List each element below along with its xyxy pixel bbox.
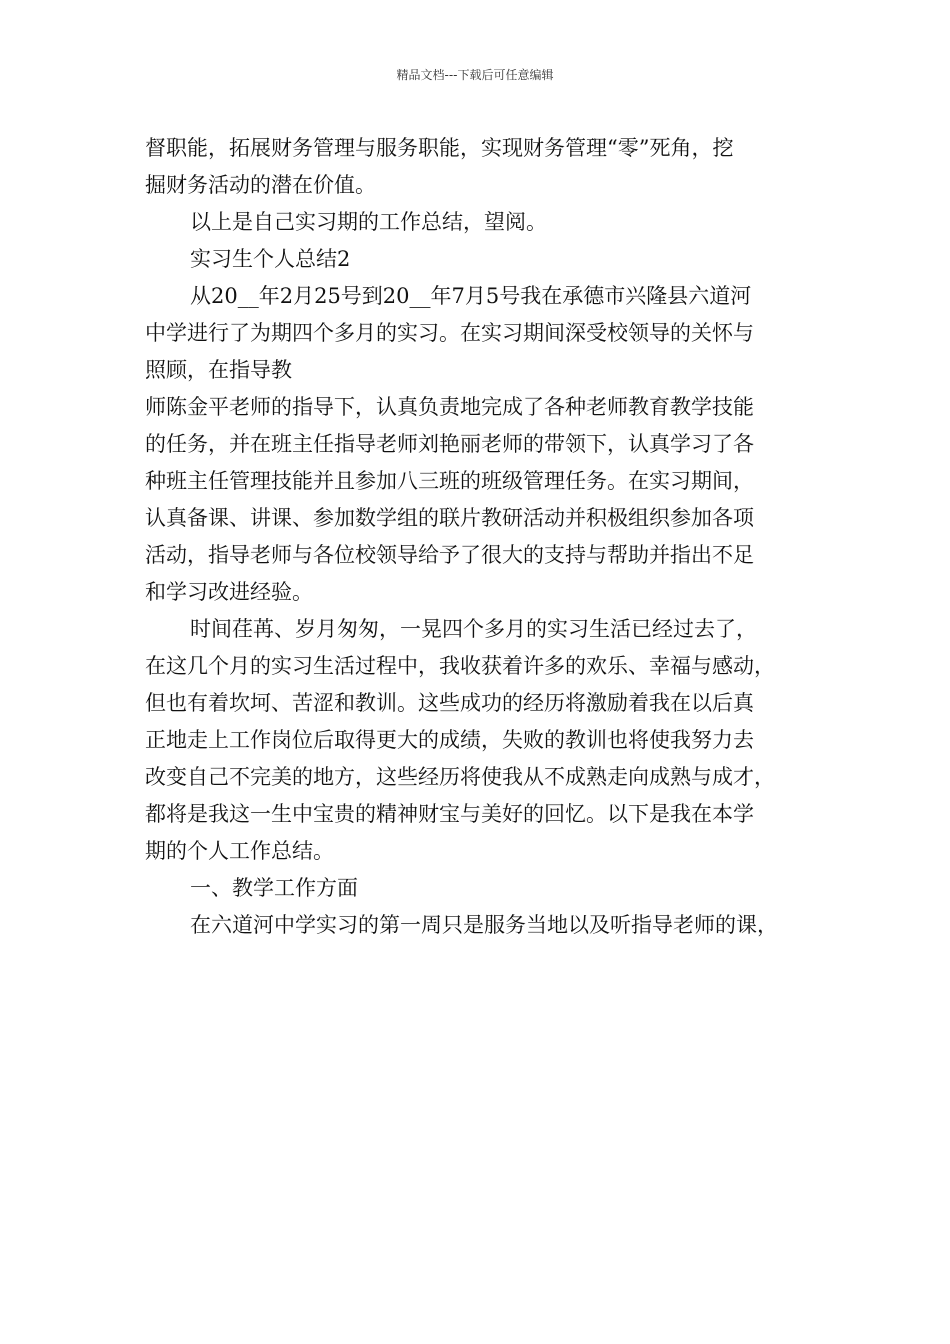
text-line: 改变自己不完美的地方，这些经历将使我从不成熟走向成熟与成才， [145,765,775,789]
text-line: 在这几个月的实习生活过程中，我收获着许多的欢乐、幸福与感动， [145,654,775,678]
text-line: 活动，指导老师与各位校领导给予了很大的支持与帮助并指出不足 [145,543,754,567]
text-line: 都将是我这一生中宝贵的精神财宝与美好的回忆。以下是我在本学 [145,802,754,826]
page-header: 精品文档---下载后可任意编辑 [396,68,554,82]
text-line: 认真备课、讲课、参加数学组的联片教研活动并积极组织参加各项 [145,506,754,530]
text-line: 掘财务活动的潜在价值。 [145,173,376,197]
text-line: 时间荏苒、岁月匆匆，一晃四个多月的实习生活已经过去了， [190,617,757,641]
text-line: 的任务，并在班主任指导老师刘艳丽老师的带领下，认真学习了各 [145,432,754,456]
text-line: 正地走上工作岗位后取得更大的成绩，失败的教训也将使我努力去 [145,728,754,752]
text-line: 种班主任管理技能并且参加八三班的班级管理任务。在实习期间， [145,469,754,493]
text-line: 师陈金平老师的指导下，认真负责地完成了各种老师教育教学技能 [145,395,754,419]
text-line: 但也有着坎坷、苦涩和教训。这些成功的经历将激励着我在以后真 [145,691,754,715]
text-line: 在六道河中学实习的第一周只是服务当地以及听指导老师的课， [190,913,778,937]
text-line: 照顾，在指导教 [145,358,292,382]
text-line: 从20__年2月25号到20__年7月5号我在承德市兴隆县六道河 [190,284,752,308]
text-line: 以上是自己实习期的工作总结，望阅。 [190,210,547,234]
section-title: 实习生个人总结2 [190,247,351,271]
text-line: 和学习改进经验。 [145,580,313,604]
document-body [145,130,835,944]
text-line: 中学进行了为期四个多月的实习。在实习期间深受校领导的关怀与 [145,321,754,345]
text-line: 期的个人工作总结。 [145,839,334,863]
section-heading: 一、教学工作方面 [190,876,358,900]
text-line: 督职能，拓展财务管理与服务职能，实现财务管理“零”死角，挖 [145,136,734,160]
